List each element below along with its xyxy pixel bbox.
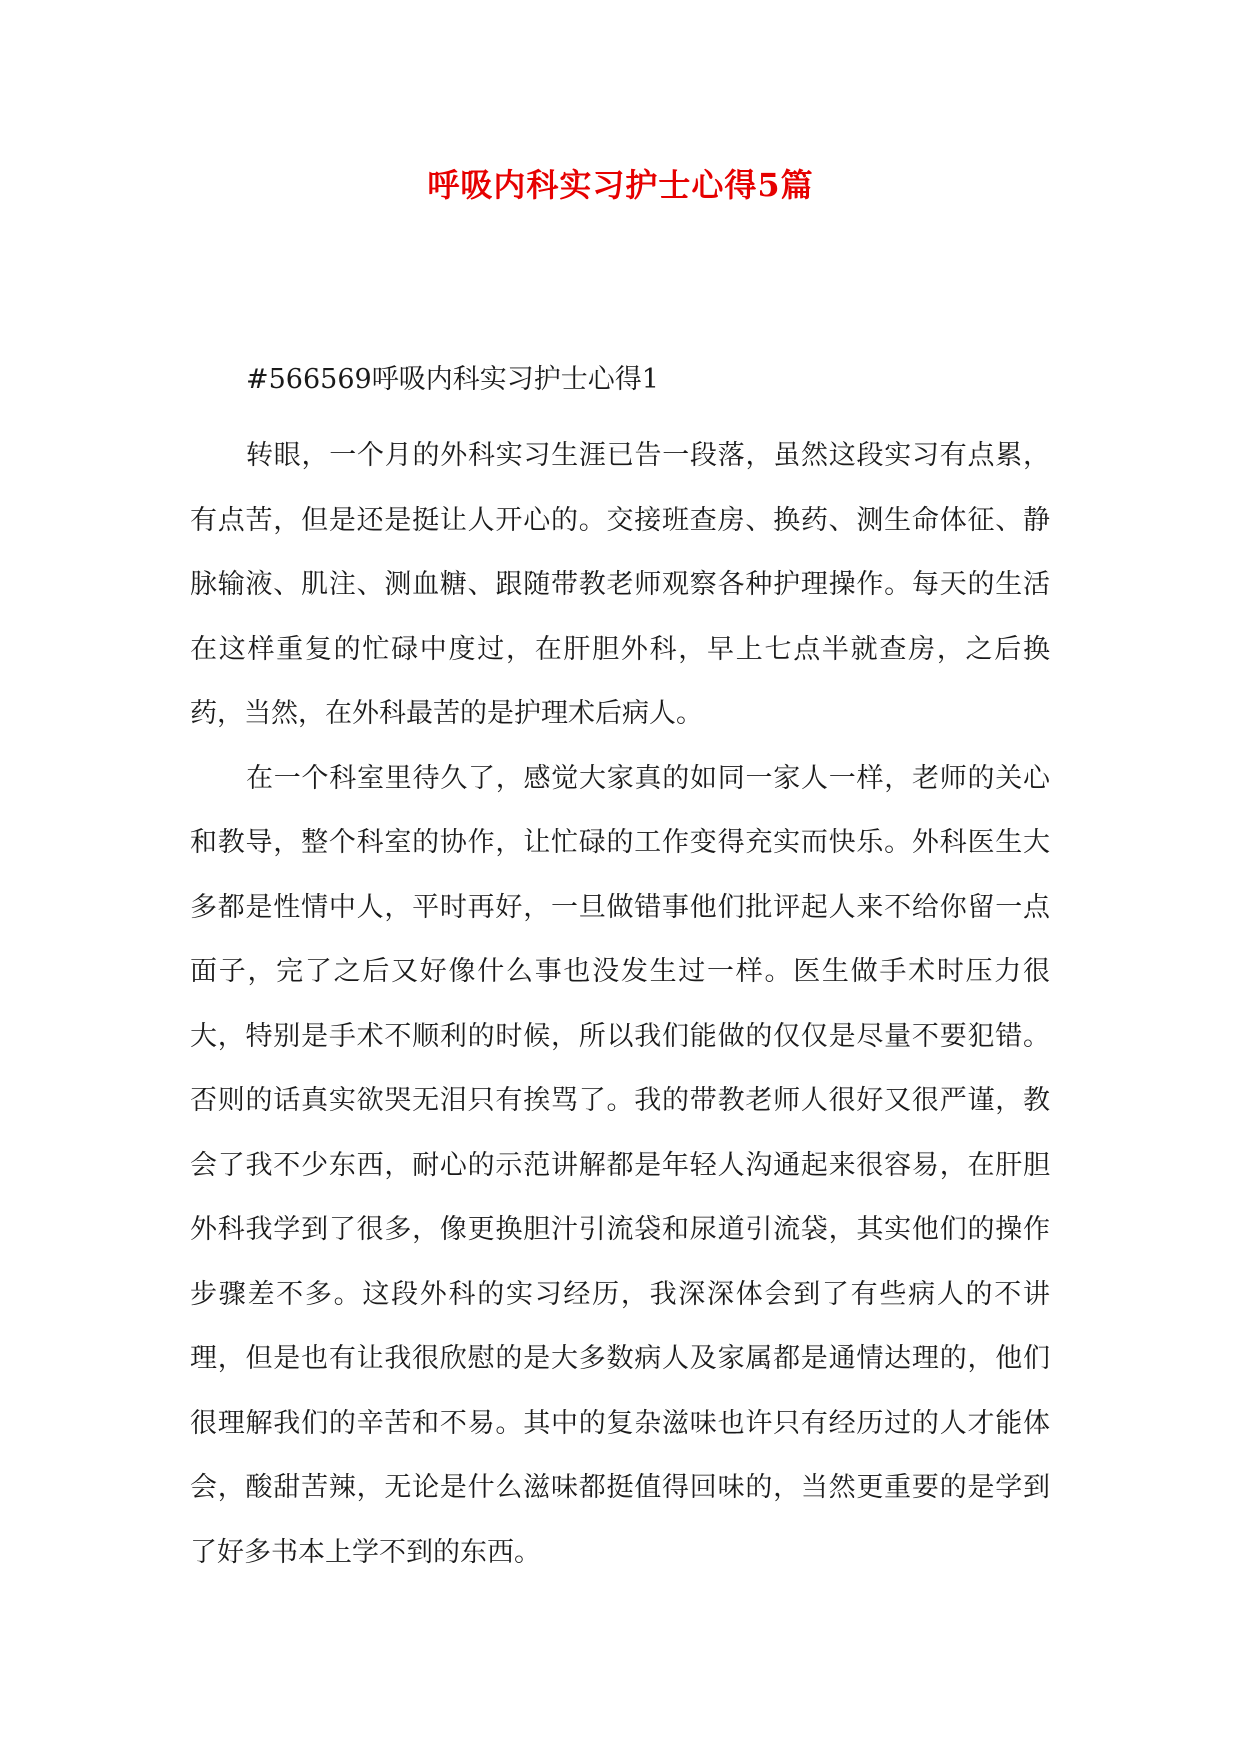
paragraph-1: 转眼，一个月的外科实习生涯已告一段落，虽然这段实习有点累，有点苦，但是还是挺让人开心的。交接班查房、换药、测生命体征、静脉输液、肌注、测血糖、跟随带教老师观察各种护理操作。每天的生活在这样重复的忙碌中度过，在肝胆外科，早上七点半就查房，之后换药，当然，在外科最苦的是护理术后病人。 [190,440,1050,729]
document-body [190,360,1050,1585]
document-title: 呼吸内科实习护士心得5篇 [427,166,814,204]
section-heading: #566569呼吸内科实习护士心得1 [246,364,659,395]
paragraph-2: 在一个科室里待久了，感觉大家真的如同一家人一样，老师的关心和教导，整个科室的协作，让忙碌的工作变得充实而快乐。外科医生大多都是性情中人，平时再好，一旦做错事他们批评起人来不给你留一点面子，完了之后又好像什么事也没发生过一样。医生做手术时压力很大，特别是手术不顺利的时候，所以我们能做的仅仅是尽量不要犯错。否则的话真实欲哭无泪只有挨骂了。我的带教老师人很好又很严谨，教会了我不少东西，耐心的示范讲解都是年轻人沟通起来很容易，在肝胆外科我学到了很多，像更换胆汁引流袋和尿道引流袋，其实他们的操作步骤差不多。这段外科的实习经历，我深深体会到了有些病人的不讲理，但是也有让我很欣慰的是大多数病人及家属都是通情达理的，他们很理解我们的辛苦和不易。其中的复杂滋味也许只有经历过的人才能体会，酸甜苦辣，无论是什么滋味都挺值得回味的，当然更重要的是学到了好多书本上学不到的东西。 [190,762,1050,1568]
